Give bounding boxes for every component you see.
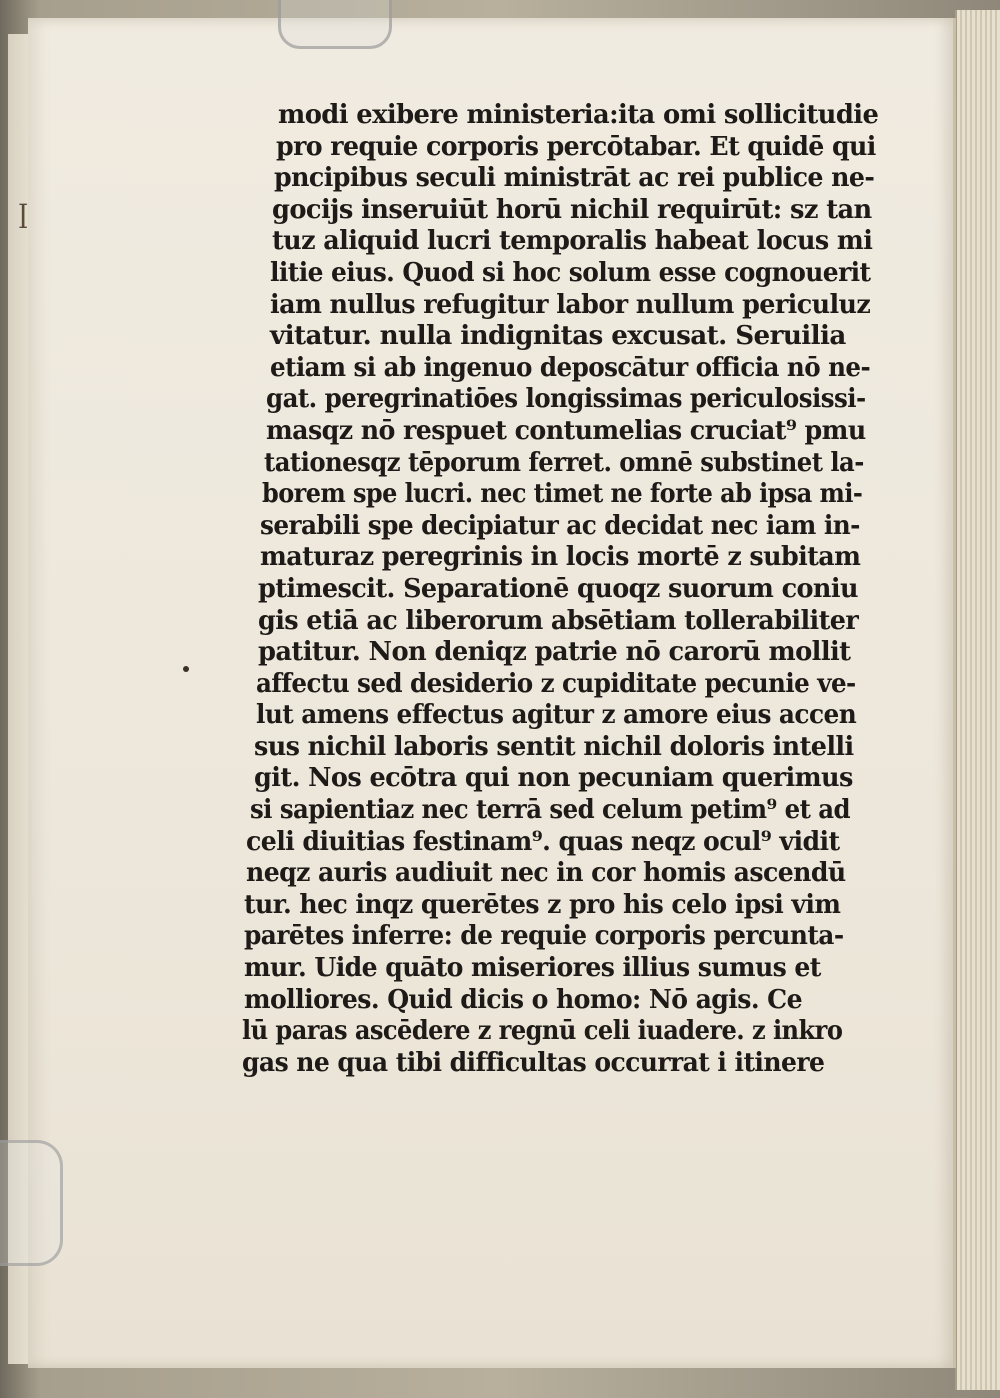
text-line: tuz aliquid lucri temporalis habeat locus mi [272, 226, 873, 257]
text-line: lū paras ascēdere z regnū celi iuadere. z inkro [242, 1016, 843, 1047]
book-page-edges [955, 10, 1000, 1390]
text-line: molliores. Quid dicis o homo: Nō agis. Ce [244, 984, 802, 1015]
text-line: maturaz peregrinis in locis mortē z subitam [260, 542, 861, 573]
text-line: iam nullus refugitur labor nullum periculuz [270, 289, 871, 320]
text-line: affectu sed desiderio z cupiditate pecunie ve- [256, 668, 856, 699]
text-line: vitatur. nulla indignitas excusat. Seruilia [270, 321, 846, 352]
text-line: borem spe lucri. nec timet ne forte ab ipsa mi- [262, 479, 863, 510]
text-line: lut amens effectus agitur z amore eius accen [256, 700, 857, 731]
text-line: litie eius. Quod si hoc solum esse cognouerit [270, 257, 871, 288]
text-line: gis etiā ac liberorum absētiam tollerabiliter [258, 605, 859, 636]
text-line: gas ne qua tibi difficultas occurrat i itinere [242, 1047, 825, 1078]
text-line: neqz auris audiuit nec in cor homis ascendū [246, 858, 846, 889]
text-line: sus nichil laboris sentit nichil doloris intelli [254, 731, 854, 762]
margin-dot [183, 666, 189, 672]
text-line: pncipibus seculi ministrāt ac rei publice ne- [274, 163, 875, 194]
text-line: ptimescit. Separationē quoqz suorum coniu [258, 573, 858, 604]
text-line: gocijs inseruiūt horū nichil requirūt: sz tan [272, 194, 872, 225]
text-block [240, 100, 879, 1079]
text-line: pro requie corporis percōtabar. Et quidē qui [276, 131, 876, 162]
text-line: parētes inferre: de requie corporis percunta- [244, 921, 844, 952]
text-line: etiam si ab ingenuo deposcātur officia nō ne- [270, 352, 871, 383]
text-line: celi diuitias festinam⁹. quas neqz ocul⁹ vidit [246, 826, 840, 857]
text-line: gat. peregrinatiōes longissimas periculosissi- [266, 384, 866, 415]
glass-clip-top [278, 0, 392, 49]
text-line: serabili spe decipiatur ac decidat nec iam in- [260, 510, 860, 541]
text-line: tur. hec inqz querētes z pro his celo ipsi vim [244, 889, 841, 920]
margin-mark-icon: ꟾ [18, 205, 29, 235]
text-line: tationesqz tēporum ferret. omnē substinet la- [264, 447, 864, 478]
text-line: masqz nō respuet contumelias cruciat⁹ pmu [266, 415, 866, 446]
text-line: mur. Uide quāto miseriores illius sumus et [244, 953, 821, 984]
text-line: patitur. Non deniqz patrie nō carorū mollit [258, 637, 851, 668]
glass-clip-left [0, 1140, 63, 1266]
text-line: modi exibere ministeria:ita omi sollicitudie [278, 100, 879, 130]
text-line: si sapientiaz nec terrā sed celum petim⁹ et ad [250, 795, 850, 826]
text-line: git. Nos ecōtra qui non pecuniam querimus [254, 763, 853, 794]
